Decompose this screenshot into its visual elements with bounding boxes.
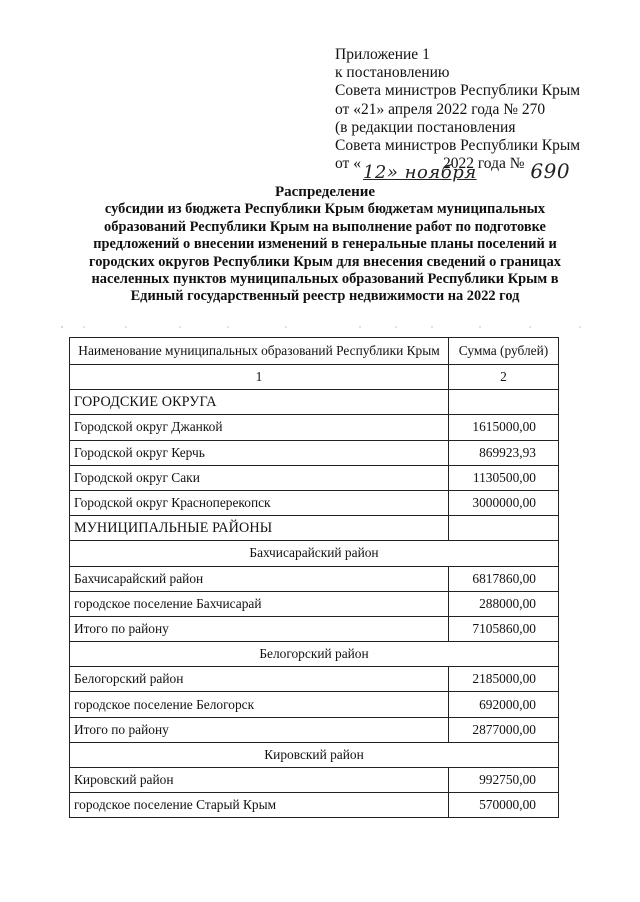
header-line: Совета министров Республики Крым (335, 82, 581, 100)
title-heading: Распределение (274, 184, 376, 200)
amount-cell: 6817860,00 (449, 566, 559, 591)
amount-cell: 692000,00 (449, 692, 559, 717)
subsidy-table (69, 337, 559, 818)
header-date-line (335, 155, 625, 184)
table-row (70, 440, 559, 465)
scan-noise-dots (60, 324, 590, 330)
district-subheader-row (70, 742, 559, 767)
header-line: Приложение 1 (335, 46, 430, 63)
table-row (70, 591, 559, 616)
amount-cell: 2877000,00 (449, 717, 559, 742)
title-line: образований Республики Крым на выполнение работ по подготовке (104, 218, 546, 235)
amount-cell: 2185000,00 (449, 667, 559, 692)
header-line: Совета министров Республики Крым (335, 137, 581, 155)
amount-cell: 7105860,00 (449, 616, 559, 641)
district-subheader: Бахчисарайский район (70, 541, 559, 566)
municipality-name: Городской округ Красноперекопск (70, 490, 449, 515)
column-header-amount: Сумма (рублей) (449, 338, 559, 365)
title-line: населенных пунктов муниципальных образований Республики Крым в (91, 271, 559, 288)
municipality-name: Городской округ Керчь (70, 440, 449, 465)
table-row (70, 566, 559, 591)
municipality-name: Городской округ Джанкой (70, 415, 449, 440)
table-row (70, 490, 559, 515)
municipality-name: Городской округ Саки (70, 465, 449, 490)
table-row (70, 667, 559, 692)
amount-cell: 869923,93 (449, 440, 559, 465)
section-name: ГОРОДСКИЕ ОКРУГА (70, 390, 449, 415)
section-row (70, 390, 559, 415)
municipality-name: Кировский район (70, 768, 449, 793)
table-row (70, 692, 559, 717)
date-suffix: 2022 года № (442, 155, 529, 173)
appendix-header (335, 46, 625, 184)
municipality-name: городское поселение Бахчисарай (70, 591, 449, 616)
header-line: к постановлению (335, 64, 450, 82)
column-number: 2 (449, 365, 559, 390)
amount-cell: 288000,00 (449, 591, 559, 616)
district-subheader: Кировский район (70, 742, 559, 767)
table-row (70, 717, 559, 742)
title-line: субсидии из бюджета Республики Крым бюджетам муниципальных (104, 201, 546, 218)
handwritten-date-text: 12» ноября (362, 162, 477, 184)
table-header-row (70, 338, 559, 365)
municipality-name: Белогорский район (70, 667, 449, 692)
table-row (70, 793, 559, 818)
table-row (70, 415, 559, 440)
district-subheader-row (70, 642, 559, 667)
title-line: предложений о внесении изменений в генеральные планы поселений и (93, 236, 557, 253)
title-line: Единый государственный реестр недвижимости на 2022 год (130, 288, 520, 305)
handwritten-number-text: 690 (530, 159, 571, 184)
municipality-name: Бахчисарайский район (70, 566, 449, 591)
header-line: от «21» апреля 2022 года № 270 (335, 100, 546, 118)
municipality-name: Итого по району (70, 616, 449, 641)
table-row (70, 465, 559, 490)
municipality-name: Итого по району (70, 717, 449, 742)
column-number-row (70, 365, 559, 390)
amount-cell: 1130500,00 (449, 465, 559, 490)
amount-cell (449, 390, 559, 415)
amount-cell (449, 516, 559, 541)
district-subheader: Белогорский район (70, 642, 559, 667)
municipality-name: городское поселение Белогорск (70, 692, 449, 717)
table-row (70, 768, 559, 793)
document-title (60, 184, 590, 306)
section-row (70, 516, 559, 541)
amount-cell: 570000,00 (449, 793, 559, 818)
column-number: 1 (70, 365, 449, 390)
amount-cell: 1615000,00 (449, 415, 559, 440)
header-line: (в редакции постановления (335, 118, 516, 136)
column-header-name: Наименование муниципальных образований Республики Крым (70, 338, 449, 365)
amount-cell: 992750,00 (449, 768, 559, 793)
district-subheader-row (70, 541, 559, 566)
municipality-name: городское поселение Старый Крым (70, 793, 449, 818)
section-name: МУНИЦИПАЛЬНЫЕ РАЙОНЫ (70, 516, 449, 541)
title-line: городских округов Республики Крым для внесения сведений о границах (89, 253, 561, 270)
date-prefix: от « (335, 155, 361, 173)
table-row (70, 616, 559, 641)
amount-cell: 3000000,00 (449, 490, 559, 515)
